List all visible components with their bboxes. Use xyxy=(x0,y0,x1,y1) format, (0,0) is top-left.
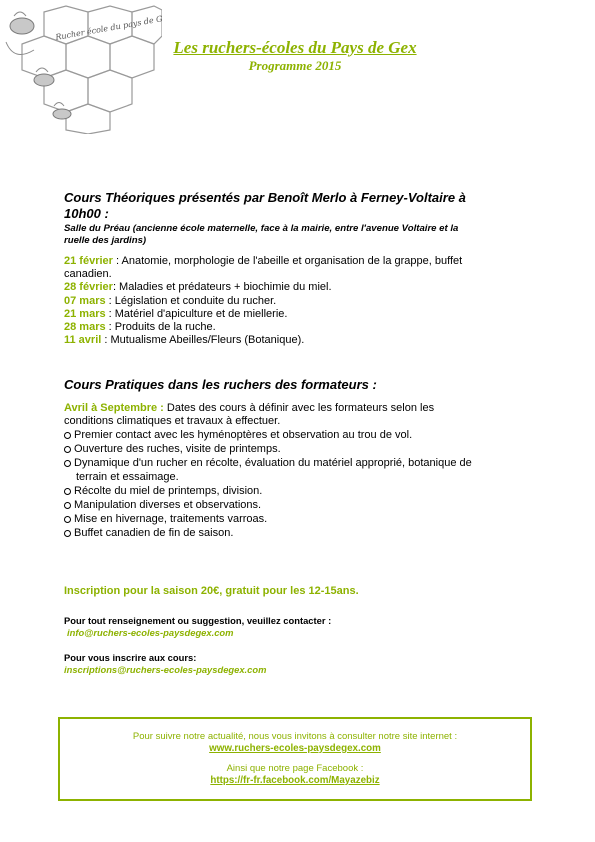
info-email-link[interactable]: info@ruchers-ecoles-paysdegex.com xyxy=(67,627,234,638)
list-item: Récolte du miel de printemps, division. xyxy=(64,484,534,498)
theory-section xyxy=(64,190,534,347)
list-item: Premier contact avec les hyménoptères et observation au trou de vol. xyxy=(64,428,534,442)
info-contact xyxy=(64,615,331,639)
theory-item: 11 avril : Mutualisme Abeilles/Fleurs (Botanique). xyxy=(64,334,305,347)
inscription-note: Inscription pour la saison 20€, gratuit pour les 12-15ans. xyxy=(64,585,359,597)
register-email-link[interactable]: inscriptions@ruchers-ecoles-paysdegex.com xyxy=(64,664,267,675)
footer-box xyxy=(58,717,532,801)
document-header xyxy=(130,38,460,74)
site-text: Pour suivre notre actualité, nous vous invitons à consulter notre site internet : xyxy=(132,731,458,742)
register-label: Pour vous inscrire aux cours: xyxy=(64,652,197,663)
list-item: Buffet canadien de fin de saison. xyxy=(64,526,534,540)
info-label: Pour tout renseignement ou suggestion, veuillez contacter : xyxy=(64,615,332,626)
theory-item: 21 mars : Matériel d'apiculture et de miellerie. xyxy=(64,307,288,320)
practice-title: Cours Pratiques dans les ruchers des formateurs : xyxy=(64,377,377,392)
theory-item: 28 février: Maladies et prédateurs + biochimie du miel. xyxy=(64,281,332,294)
list-item: Mise en hivernage, traitements varroas. xyxy=(64,512,534,526)
facebook-link[interactable]: https://fr-fr.facebook.com/Mayazebiz xyxy=(210,775,380,786)
list-item: Manipulation diverses et observations. xyxy=(64,498,534,512)
list-item: Dynamique d'un rucher en récolte, évaluation du matériel approprié, botanique de terrain et essaimage. xyxy=(64,456,534,484)
practice-list xyxy=(64,428,534,540)
theory-title: Cours Théoriques présentés par Benoît Merlo à Ferney-Voltaire à 10h00 : xyxy=(64,190,466,221)
theory-venue: Salle du Préau (ancienne école maternelle, face à la mairie, entre l'avenue Voltaire et la ruelle des jardins) xyxy=(64,223,459,246)
facebook-text: Ainsi que notre page Facebook : xyxy=(226,763,364,774)
register-contact xyxy=(64,652,266,676)
page-subtitle: Programme 2015 xyxy=(248,58,342,73)
practice-intro: Avril à Septembre : Dates des cours à définir avec les formateurs selon les conditions climatiques et travaux à effectuer. xyxy=(64,402,435,428)
page-title: Les ruchers-écoles du Pays de Gex xyxy=(173,38,417,57)
site-link[interactable]: www.ruchers-ecoles-paysdegex.com xyxy=(209,743,381,754)
theory-item: 07 mars : Législation et conduite du rucher. xyxy=(64,294,277,307)
practice-section xyxy=(64,377,534,540)
list-item: Ouverture des ruches, visite de printemps. xyxy=(64,442,534,456)
theory-item: 21 février : Anatomie, morphologie de l'abeille et organisation de la grappe, buffet canadien. xyxy=(64,255,463,281)
svg-text:Rucher école du pays de Gex: Rucher école du pays de Gex xyxy=(54,12,162,42)
theory-item: 28 mars : Produits de la ruche. xyxy=(64,321,216,334)
